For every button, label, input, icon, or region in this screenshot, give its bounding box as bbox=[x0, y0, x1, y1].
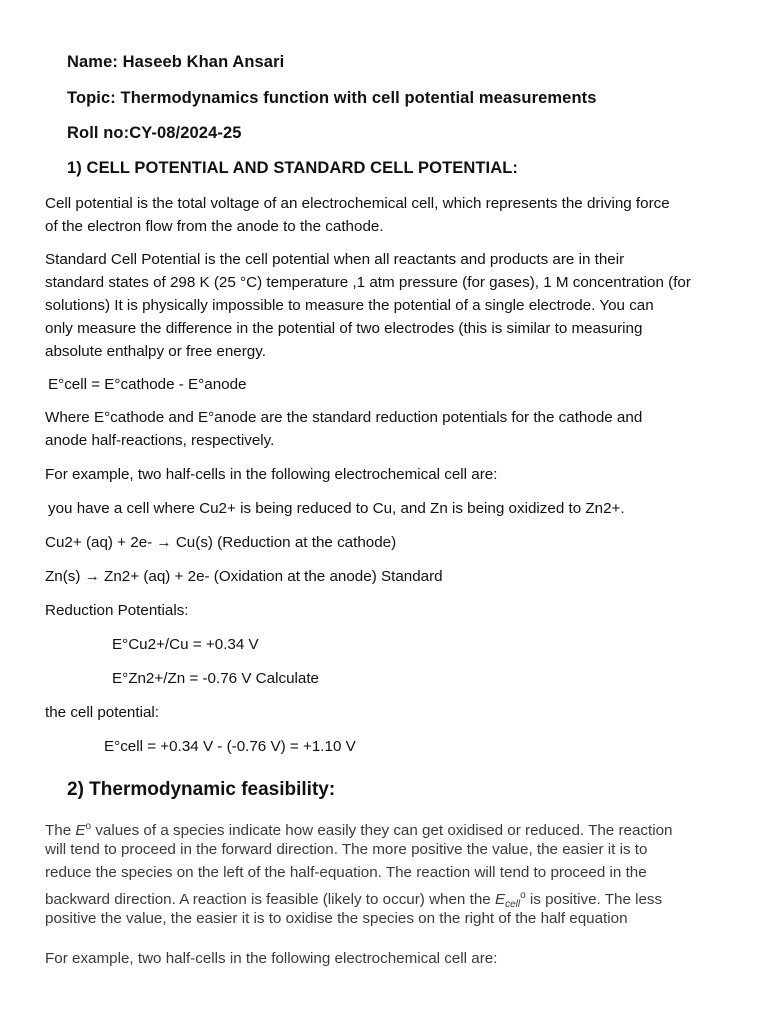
where-line2: anode half-reactions, respectively. bbox=[45, 432, 275, 449]
roll-number: Roll no:CY-08/2024-25 bbox=[67, 124, 242, 142]
e-cu-value: E°Cu2+/Cu = +0.34 V bbox=[112, 636, 259, 653]
example-cell-description: you have a cell where Cu2+ is being reduced to Cu, and Zn is being oxidized to Zn2+. bbox=[48, 500, 625, 517]
section2-title: 2) Thermodynamic feasibility: bbox=[67, 779, 336, 800]
cell-potential-formula: E°cell = E°cathode - E°anode bbox=[48, 376, 247, 393]
section1-para1-line2: of the electron flow from the anode to the cathode. bbox=[45, 218, 384, 235]
where-line1: Where E°cathode and E°anode are the standard reduction potentials for the cathode and bbox=[45, 409, 643, 426]
e-cell-calculation: E°cell = +0.34 V - (-0.76 V) = +1.10 V bbox=[104, 738, 356, 755]
section2-para-line1: The $E^o$ values of a species indicate how easily they can get oxidised or reduced. The reaction bbox=[45, 821, 673, 840]
section1-para2-line5: absolute enthalpy or free energy. bbox=[45, 343, 266, 360]
e-zn-value: E°Zn2+/Zn = -0.76 V Calculate bbox=[112, 670, 319, 687]
document-topic: Topic: Thermodynamics function with cell potential measurements bbox=[67, 89, 597, 107]
reduction-potentials-label: Reduction Potentials: bbox=[45, 602, 189, 619]
section2-para-line5: positive the value, the easier it is to oxidise the species on the right of the half equation bbox=[45, 910, 628, 927]
section2-para-line3: reduce the species on the left of the half-equation. The reaction will tend to proceed in the bbox=[45, 864, 647, 881]
section2-para-line4: backward direction. A reaction is feasible (likely to occur) when the $E_{cell}^o$ is positive. The less bbox=[45, 890, 663, 911]
reaction-cu: Cu2+ (aq) + 2e- → Cu(s) (Reduction at the cathode) bbox=[45, 534, 397, 551]
section2-example-intro: For example, two half-cells in the following electrochemical cell are: bbox=[45, 950, 498, 967]
section2-para-line2: will tend to proceed in the forward direction. The more positive the value, the easier it is to bbox=[45, 841, 648, 858]
example-intro: For example, two half-cells in the following electrochemical cell are: bbox=[45, 466, 498, 483]
reaction-zn: Zn(s) → Zn2+ (aq) + 2e- (Oxidation at the anode) Standard bbox=[45, 568, 443, 585]
section1-para1-line1: Cell potential is the total voltage of an electrochemical cell, which represents the driving force bbox=[45, 195, 670, 212]
section1-para2-line1: Standard Cell Potential is the cell potential when all reactants and products are in their bbox=[45, 251, 625, 268]
cell-potential-label: the cell potential: bbox=[45, 704, 159, 721]
section1-para2-line3: solutions) It is physically impossible to measure the potential of a single electrode. You can bbox=[45, 297, 654, 314]
section1-title: 1) CELL POTENTIAL AND STANDARD CELL POTENTIAL: bbox=[67, 159, 519, 177]
author-name: Name: Haseeb Khan Ansari bbox=[67, 53, 285, 71]
section1-para2-line4: only measure the difference in the potential of two electrodes (this is similar to measuring bbox=[45, 320, 643, 337]
section1-para2-line2: standard states of 298 K (25 °C) temperature ,1 atm pressure (for gases), 1 M concentration (for bbox=[45, 274, 691, 291]
